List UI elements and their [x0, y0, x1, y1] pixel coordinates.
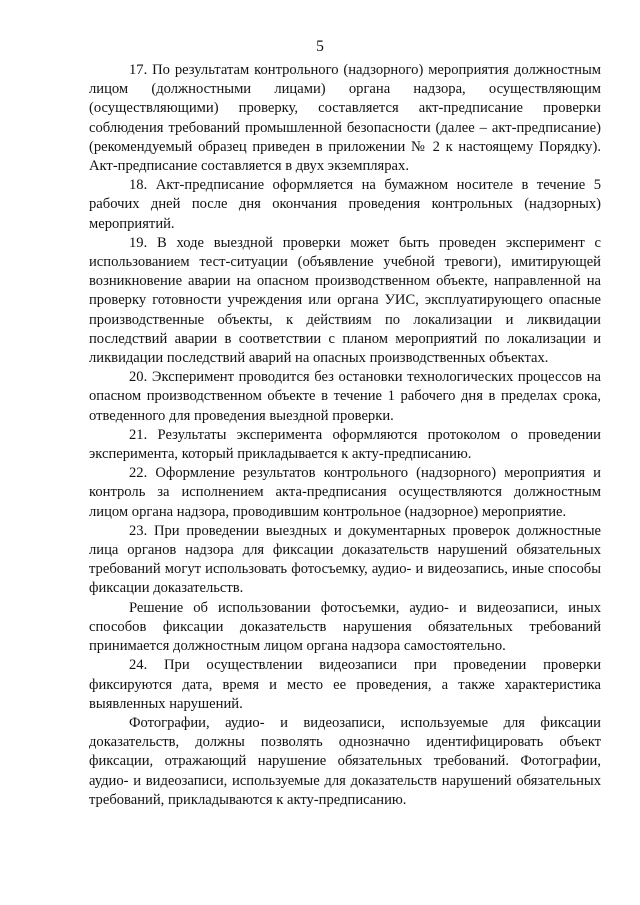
paragraph-24: 24. При осуществлении видеозаписи при проведении проверки фиксируются дата, время и место ее проведения, а также характеристика выявленных нарушений.	[89, 657, 601, 712]
paragraph-18: 18. Акт-предписание оформляется на бумажном носителе в течение 5 рабочих дней после дня окончания проведения контрольных (надзорных) мероприятий.	[89, 177, 601, 232]
paragraph-17: 17. По результатам контрольного (надзорного) мероприятия должностным лицом (должностными лицами) органа надзора, осуществляющим (осуществляющими) проверку, составляется акт-предписание проверки соблюдения требований промышленной безопасности (далее – акт-предписание) (рекомендуемый образец приведен в приложении № 2 к настоящему Порядку). Акт-предписание составляется в двух экземплярах.	[89, 62, 601, 175]
paragraph-23-continued: Решение об использовании фотосъемки, аудио- и видеозаписи, иных способов фиксации доказательств нарушения обязательных требований принимается должностным лицом органа надзора самостоятельно.	[89, 599, 601, 655]
paragraph-21: 21. Результаты эксперимента оформляются протоколом о проведении эксперимента, который прикладывается к акту-предписанию.	[89, 426, 601, 463]
paragraph-19: 19. В ходе выездной проверки может быть проведен эксперимент с использованием тест-ситуации (объявление учебной тревоги), имитирующей возникновение аварии на опасном производственном объекте, направленной на проверку готовности учреждения или органа УИС, эксплуатирующего опасные производственные объекты, к действиям по локализации и ликвидации последствий аварии в соответствии с планом мероприятий по локализации и ликвидации последствий аварий на опасных производственных объектах.	[89, 234, 601, 367]
paragraph-23: 23. При проведении выездных и документарных проверок должностные лица органов надзора для фиксации доказательств нарушений обязательных требований могут использовать фотосъемку, аудио- и видеозапись, иные способы фиксации доказательств.	[89, 522, 601, 597]
paragraph-20: 20. Эксперимент проводится без остановки технологических процессов на опасном производственном объекте в течение 1 рабочего дня в пределах срока, отведенного для проведения выездной проверки.	[89, 369, 601, 424]
paragraph-24-continued: Фотографии, аудио- и видеозаписи, используемые для фиксации доказательств, должны позволять однозначно идентифицировать объект фиксации, отражающий нарушение обязательных требований. Фотографии, аудио- и видеозаписи, используемые для доказательств нарушений обязательных требований, прикладываются к акту-предписанию.	[89, 714, 601, 808]
document-body	[89, 61, 601, 810]
paragraph-22: 22. Оформление результатов контрольного (надзорного) мероприятия и контроль за исполнением акта-предписания осуществляются должностным лицом органа надзора, проводившим контрольное (надзорное) мероприятие.	[89, 465, 601, 520]
page-number: 5	[316, 38, 324, 55]
